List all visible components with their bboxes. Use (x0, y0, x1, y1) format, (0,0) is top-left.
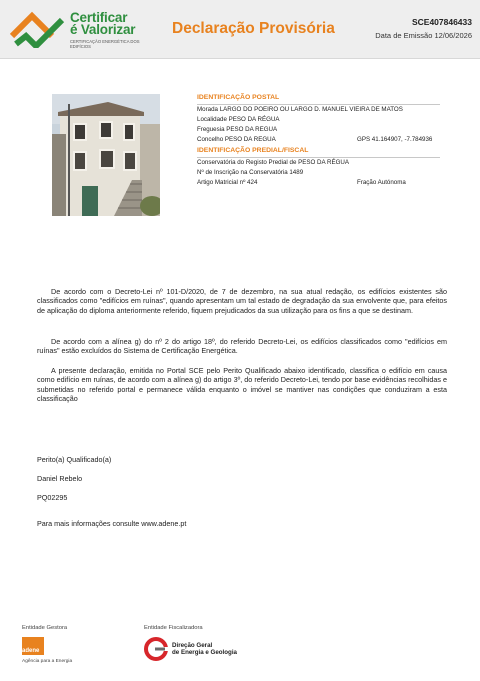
body-paragraph-2: De acordo com a alínea g) do nº 2 do artigo 18º, do referido Decreto-Lei, os edifícios classificados como "edifícios em ruínas" estão excluídos do Sistema de Certificação Energética. (37, 337, 447, 356)
inscricao-field: Nº de Inscrição na Conservatória 1489 (197, 169, 304, 176)
building-photo (52, 94, 160, 216)
body-paragraph-3: A presente declaração, emitida no Portal SCE pelo Perito Qualificado abaixo identificado, classifica o edifício em causa como edifício em ruínas, de acordo com a alínea g) do artigo 3º, do referido Decreto-Lei, tendo por base evidências recolhidas e submetidas no referido portal e permanece válida enquanto o imóvel se mantiver nas condições que conduziram a esta classificação (37, 366, 447, 404)
morada-field: Morada LARGO DO POEIRO OU LARGO D. MANUEL VIEIRA DE MATOS (197, 106, 403, 113)
dgeg-logo-icon (143, 636, 169, 662)
artigo-field: Artigo Matricial nº 424 (197, 179, 258, 186)
body-paragraph-1: De acordo com o Decreto-Lei nº 101-D/2020, de 7 de dezembro, na sua atual redação, os edifícios existentes são classificados como "edifícios em ruínas", quando apresentam um tal estado de degradação da sua envolvente que, para efeitos de aplicação do diploma anteriormente referido, fiquem prejudicados da sua utilização para os fins a que se destinam. (37, 287, 447, 315)
gestora-label: Entidade Gestora (22, 625, 68, 631)
predial-section-title: IDENTIFICAÇÃO PREDIAL/FISCAL (197, 147, 309, 154)
perito-code: PQ02295 (37, 493, 68, 502)
dgeg-line-1: Direção Geral (172, 642, 213, 649)
concelho-field: Concelho PESO DA REGUA (197, 136, 276, 143)
house-check-icon (10, 8, 66, 48)
postal-section-title: IDENTIFICAÇÃO POSTAL (197, 94, 280, 101)
conservatoria-field: Conservatória do Registo Predial de PESO DA RÉGUA (197, 159, 350, 166)
fracao-field: Fração Autónoma (357, 179, 406, 186)
adene-tagline: Agência para a Energia (22, 659, 73, 664)
document-title: Declaração Provisória (172, 20, 335, 37)
postal-identification-section (197, 93, 440, 145)
logo-line-1: Certificar (70, 10, 128, 25)
predial-identification-section (197, 146, 440, 188)
document-id: SCE407846433 (411, 17, 472, 27)
dgeg-name (172, 642, 237, 656)
freguesia-field: Freguesia PESO DA REGUA (197, 126, 278, 133)
adene-logo-text: adene (22, 648, 40, 654)
perito-name: Daniel Rebelo (37, 474, 83, 483)
issue-date: Data de Emissão 12/06/2026 (375, 31, 472, 40)
localidade-field: Localidade PESO DA RÉGUA (197, 116, 280, 123)
logo-line-3: CERTIFICAÇÃO ENERGÉTICA DOS EDIFÍCIOS (70, 39, 140, 49)
header-bar (0, 0, 480, 59)
logo-line-2: é Valorizar (70, 22, 136, 37)
dgeg-line-2: de Energia e Geologia (172, 649, 237, 656)
more-info-text: Para mais informações consulte www.adene.pt (37, 519, 187, 528)
fiscalizadora-label: Entidade Fiscalizadora (144, 625, 203, 631)
sce-logo (10, 8, 140, 56)
perito-label: Perito(a) Qualificado(a) (37, 455, 112, 464)
gps-field: GPS 41.164907, -7.784936 (357, 136, 433, 143)
